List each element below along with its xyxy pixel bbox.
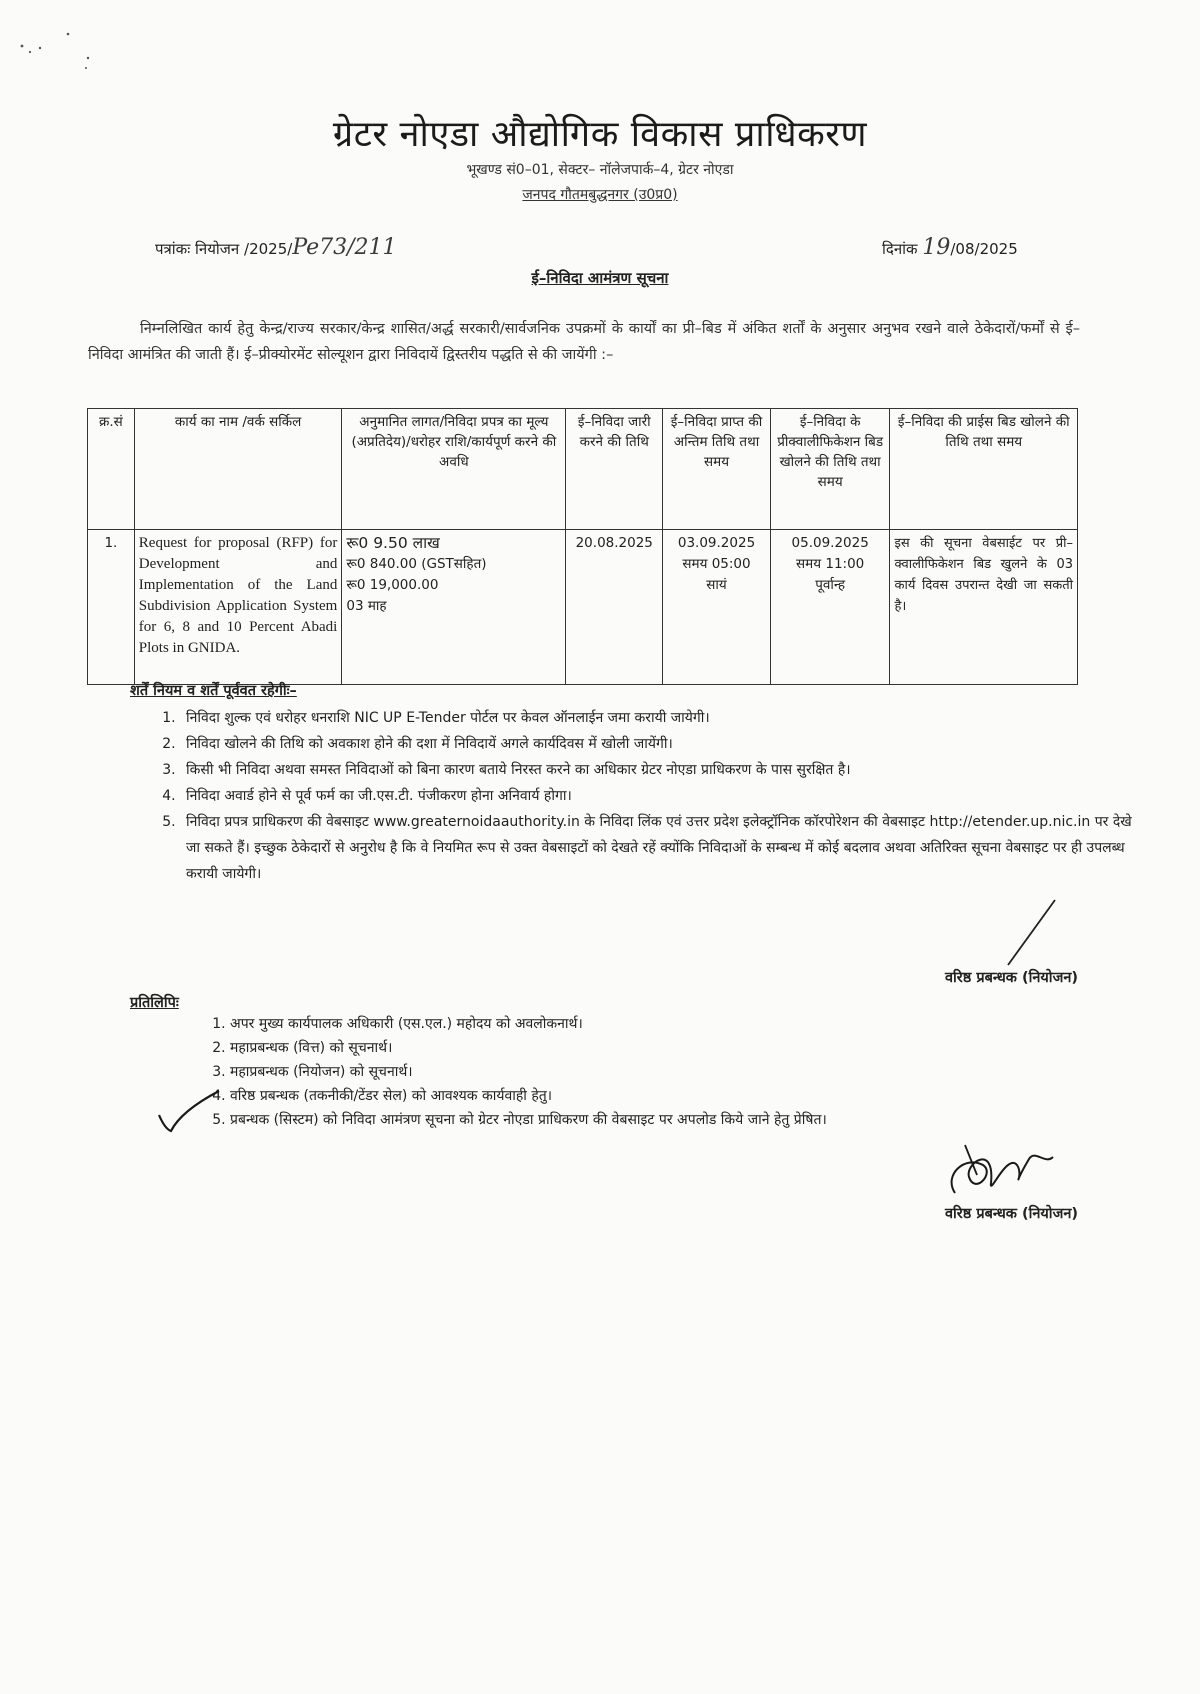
copy-to-list bbox=[150, 1012, 1160, 1132]
cell-last-date bbox=[663, 530, 771, 685]
cell-cost-details bbox=[342, 530, 566, 685]
completion-period: 03 माह bbox=[346, 598, 387, 614]
copy-to-heading: प्रतिलिपिः bbox=[130, 995, 179, 1011]
last-period: सायं bbox=[706, 577, 727, 593]
tender-table-header-row bbox=[88, 409, 1078, 530]
date-handwritten-day: 19 bbox=[922, 235, 951, 260]
header-prequalification-date: ई–निविदा के प्रीक्वालीफिकेशन बिड खोलने की तिथि तथा समय bbox=[770, 409, 890, 530]
terms-list bbox=[110, 705, 1150, 887]
list-item: 3. किसी भी निविदा अथवा समस्त निविदाओं को बिना कारण बताये निरस्त करने का अधिकार ग्रेटर नोएडा प्राधिकरण के पास सुरक्षित है। bbox=[180, 757, 1150, 783]
list-item: 3. महाप्रबन्धक (नियोजन) को सूचनार्थ। bbox=[230, 1060, 1160, 1084]
list-item: 5. प्रबन्धक (सिस्टम) को निविदा आमंत्रण सूचना को ग्रेटर नोएडा प्राधिकरण की वेबसाइट पर अपलोड किये जाने हेतु प्रेषित। bbox=[230, 1108, 1160, 1132]
header-estimated-cost: अनुमानित लागत/निविदा प्रपत्र का मूल्य (अप्रतिदेय)/धरोहर राशि/कार्यपूर्ण करने की अवधि bbox=[342, 409, 566, 530]
header-work-name: कार्य का नाम /वर्क सर्किल bbox=[134, 409, 342, 530]
pq-date: 05.09.2025 bbox=[791, 535, 869, 551]
signature-icon bbox=[925, 1135, 1065, 1205]
terms-heading: शर्तें नियम व शर्तें पूर्ववत रहेगीः– bbox=[130, 683, 297, 699]
header-price-bid-date: ई–निविदा की प्राईस बिड खोलने की तिथि तथा समय bbox=[890, 409, 1078, 530]
initial-stroke-mark bbox=[1000, 895, 1060, 975]
list-item: 4. निविदा अवार्ड होने से पूर्व फर्म का जी.एस.टी. पंजीकरण होना अनिवार्य होगा। bbox=[180, 783, 1150, 809]
pq-time: समय 11:00 bbox=[796, 556, 865, 572]
organization-district bbox=[0, 185, 1200, 204]
notice-heading: ई–निविदा आमंत्रण सूचना bbox=[531, 269, 669, 287]
reference-date bbox=[882, 235, 1018, 260]
reference-prefix: पत्रांकः नियोजन /2025/ bbox=[155, 240, 293, 258]
earnest-money: रू0 19,000.00 bbox=[346, 577, 439, 593]
cell-serial: 1. bbox=[88, 530, 135, 685]
last-time: समय 05:00 bbox=[682, 556, 751, 572]
list-item: 2. निविदा खोलने की तिथि को अवकाश होने की दशा में निविदायें अगले कार्यदिवस में खोली जायेंगी। bbox=[180, 731, 1150, 757]
list-item: 1. अपर मुख्य कार्यपालक अधिकारी (एस.एल.) महोदय को अवलोकनार्थ। bbox=[230, 1012, 1160, 1036]
last-date: 03.09.2025 bbox=[677, 535, 756, 551]
table-row bbox=[88, 530, 1078, 685]
list-item: 4. वरिष्ठ प्रबन्धक (तकनीकी/टेंडर सेल) को आवश्यक कार्यवाही हेतु। bbox=[230, 1084, 1160, 1108]
designation-upper: वरिष्ठ प्रबन्धक (नियोजन) bbox=[944, 970, 1078, 986]
date-month-year: /08/2025 bbox=[950, 240, 1018, 258]
district-text: जनपद गौतमबुद्धनगर (उ0प्र0) bbox=[522, 187, 678, 203]
header-issue-date: ई–निविदा जारी करने की तिथि bbox=[566, 409, 663, 530]
handwritten-tick-icon bbox=[155, 1085, 225, 1135]
cell-work-name: Request for proposal (RFP) for Development and Implementation of the Land Subdivision Application System for 6, 8 and 10 Percent Abadi Plots in GNIDA. bbox=[134, 530, 342, 685]
estimated-cost: रू0 9.50 लाख bbox=[346, 534, 440, 552]
list-item: 1. निविदा शुल्क एवं धरोहर धनराशि NIC UP E-Tender पोर्टल पर केवल ऑनलाईन जमा करायी जायेगी। bbox=[180, 705, 1150, 731]
signature-designation: वरिष्ठ प्रबन्धक (नियोजन) bbox=[944, 1206, 1078, 1222]
scan-speck-marks bbox=[0, 0, 120, 100]
cell-issue-date: 20.08.2025 bbox=[566, 530, 663, 685]
organization-address: भूखण्ड सं0–01, सेक्टर– नॉलेजपार्क–4, ग्रेटर नोएडा bbox=[466, 162, 734, 178]
cell-price-bid: इस की सूचना वेबसाईट पर प्री–क्वालीफिकेशन बिड खुलने के 03 कार्य दिवस उपरान्त देखी जा सकती है। bbox=[890, 530, 1078, 685]
cell-prequalification-date bbox=[770, 530, 890, 685]
reference-number bbox=[155, 235, 397, 260]
list-item: 5. निविदा प्रपत्र प्राधिकरण की वेबसाइट www.greaternoidaauthority.in के निविदा लिंक एवं उत्तर प्रदेश इलेक्ट्रॉनिक कॉरपोरेशन की वेबसाइट http://etender.up.nic.in पर देखे जा सकते हैं। इच्छुक ठेकेदारों से अनुरोध है कि वे नियमित रूप से उक्त वेबसाइटों को देखते रहें क्योंकि निविदाओं के सम्बन्ध में कोई बदलाव अथवा अतिरिक्त सूचना वेबसाइट पर ही उपलब्ध करायी जायेगी। bbox=[180, 809, 1150, 887]
pq-period: पूर्वान्ह bbox=[815, 577, 846, 593]
date-label: दिनांक bbox=[882, 240, 918, 258]
tender-form-fee: रू0 840.00 (GSTसहित) bbox=[346, 556, 487, 572]
organization-title: ग्रेटर नोएडा औद्योगिक विकास प्राधिकरण bbox=[332, 114, 868, 155]
header-serial: क्र.सं bbox=[88, 409, 135, 530]
reference-handwritten-number: Pe73/211 bbox=[292, 235, 397, 260]
list-item: 2. महाप्रबन्धक (वित्त) को सूचनार्थ। bbox=[230, 1036, 1160, 1060]
tender-table bbox=[87, 408, 1078, 685]
header-last-date: ई–निविदा प्राप्त की अन्तिम तिथि तथा समय bbox=[663, 409, 771, 530]
intro-paragraph: निम्नलिखित कार्य हेतु केन्द्र/राज्य सरकार/केन्द्र शासित/अर्द्ध सरकारी/सार्वजनिक उपक्रमों के कार्यों का प्री–बिड में अंकित शर्तों के अनुसार अनुभव रखने वाले ठेकेदारों/फर्मों से ई–निविदा आमंत्रित की जाती हैं। ई–प्रीक्योरमेंट सोल्यूशन द्वारा निविदायें द्विस्तरीय पद्धति से की जायेंगी :– bbox=[88, 321, 1080, 363]
